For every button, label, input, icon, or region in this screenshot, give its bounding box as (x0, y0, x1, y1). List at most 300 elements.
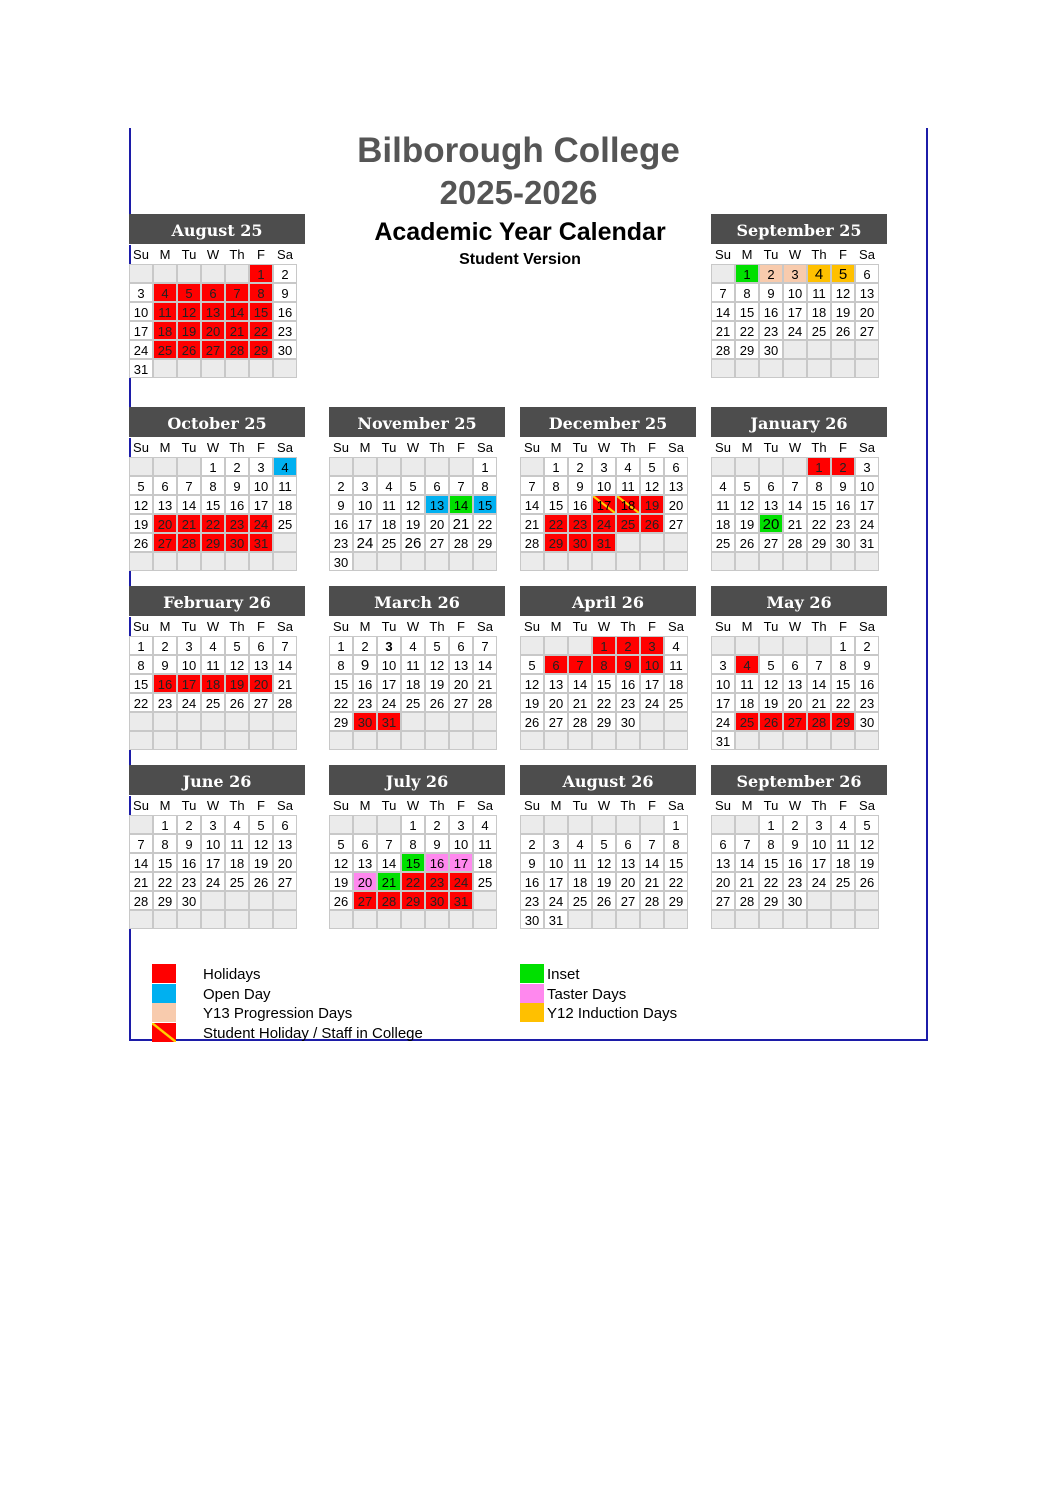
day-cell: 16 (177, 853, 201, 872)
day-cell: 5 (592, 834, 616, 853)
week-row (711, 731, 887, 750)
day-cell: 26 (520, 712, 544, 731)
day-cell: 7 (640, 834, 664, 853)
empty-cell (831, 340, 855, 359)
day-cell: 2 (425, 815, 449, 834)
empty-cell (640, 712, 664, 731)
weekday-label: Sa (859, 619, 875, 634)
weekday-label: F (457, 440, 465, 455)
day-cell: 29 (807, 533, 831, 552)
day-cell: 7 (520, 476, 544, 495)
empty-cell (401, 552, 425, 571)
month-title: January 26 (711, 407, 887, 438)
day-cell: 5 (401, 476, 425, 495)
day-cell: 17 (449, 853, 473, 872)
empty-cell (329, 457, 353, 476)
week-row (711, 910, 887, 929)
month-title: October 25 (129, 407, 305, 438)
week-row (329, 636, 505, 655)
week-row (711, 514, 887, 533)
day-cell: 15 (129, 674, 153, 693)
empty-cell (568, 815, 592, 834)
day-cell: 2 (273, 264, 297, 283)
day-cell: 11 (401, 655, 425, 674)
day-cell: 14 (449, 495, 473, 514)
day-cell: 22 (153, 872, 177, 891)
day-cell: 7 (735, 834, 759, 853)
day-cell: 27 (201, 340, 225, 359)
week-row (520, 495, 696, 514)
empty-cell (616, 533, 640, 552)
empty-cell (544, 636, 568, 655)
empty-cell (783, 457, 807, 476)
day-cell: 16 (520, 872, 544, 891)
weekday-header-row (520, 617, 696, 636)
weekday-label: Sa (277, 247, 293, 262)
day-cell: 19 (640, 495, 664, 514)
day-cell: 22 (807, 514, 831, 533)
empty-cell (735, 359, 759, 378)
weekday-label: Su (715, 619, 731, 634)
day-cell: 29 (201, 533, 225, 552)
week-row (520, 514, 696, 533)
week-row (129, 476, 305, 495)
day-cell: 2 (329, 476, 353, 495)
day-cell: 2 (568, 457, 592, 476)
day-cell: 13 (711, 853, 735, 872)
week-row (129, 655, 305, 674)
empty-cell (855, 910, 879, 929)
week-row (711, 815, 887, 834)
day-cell: 13 (249, 655, 273, 674)
day-cell: 1 (664, 815, 688, 834)
day-cell: 13 (855, 283, 879, 302)
week-row (520, 552, 696, 571)
day-cell: 25 (568, 891, 592, 910)
day-cell: 9 (353, 655, 377, 674)
weekday-label: M (741, 440, 753, 455)
empty-cell (855, 552, 879, 571)
day-cell: 25 (711, 533, 735, 552)
day-cell: 9 (273, 283, 297, 302)
empty-cell (759, 731, 783, 750)
empty-cell (153, 910, 177, 929)
day-cell: 23 (329, 533, 353, 552)
empty-cell (329, 731, 353, 750)
empty-cell (544, 552, 568, 571)
day-cell: 8 (807, 476, 831, 495)
day-cell: 18 (201, 674, 225, 693)
day-cell: 26 (831, 321, 855, 340)
day-cell: 6 (201, 283, 225, 302)
day-cell: 15 (473, 495, 497, 514)
day-cell: 20 (425, 514, 449, 533)
day-cell: 24 (377, 693, 401, 712)
day-cell: 13 (759, 495, 783, 514)
empty-cell (568, 910, 592, 929)
empty-cell (177, 731, 201, 750)
day-cell: 23 (759, 321, 783, 340)
day-cell: 30 (225, 533, 249, 552)
legend-swatch-taster (520, 984, 544, 1003)
legend-swatch-y12 (520, 1003, 544, 1022)
week-row (329, 674, 505, 693)
empty-cell (616, 815, 640, 834)
day-cell: 15 (807, 495, 831, 514)
month-title: August 26 (520, 765, 696, 796)
day-cell: 11 (711, 495, 735, 514)
empty-cell (520, 731, 544, 750)
empty-cell (201, 264, 225, 283)
day-cell: 21 (807, 693, 831, 712)
day-cell: 27 (273, 872, 297, 891)
day-cell: 9 (520, 853, 544, 872)
day-cell: 17 (177, 674, 201, 693)
weekday-label: Su (524, 798, 540, 813)
day-cell: 25 (153, 340, 177, 359)
day-cell: 3 (783, 264, 807, 283)
week-row (711, 283, 887, 302)
day-cell: 13 (425, 495, 449, 514)
day-cell: 20 (249, 674, 273, 693)
day-cell: 11 (616, 476, 640, 495)
day-cell: 8 (759, 834, 783, 853)
day-cell: 20 (616, 872, 640, 891)
weekday-label: Sa (668, 619, 684, 634)
month-january-26 (711, 407, 887, 571)
weekday-label: Th (811, 798, 827, 813)
day-cell: 12 (177, 302, 201, 321)
weekday-label: Sa (477, 440, 493, 455)
day-cell: 7 (377, 834, 401, 853)
day-cell: 17 (711, 693, 735, 712)
weekday-label: Th (620, 619, 636, 634)
day-cell: 4 (735, 655, 759, 674)
weekday-label: F (648, 619, 656, 634)
empty-cell (129, 910, 153, 929)
legend-label-taster: Taster Days (547, 986, 627, 1003)
day-cell: 24 (201, 872, 225, 891)
day-cell: 22 (592, 693, 616, 712)
college-name: Bilborough College (357, 131, 680, 170)
day-cell: 10 (640, 655, 664, 674)
month-title: February 26 (129, 586, 305, 617)
week-row (329, 495, 505, 514)
empty-cell (353, 815, 377, 834)
weekday-label: Th (429, 440, 445, 455)
weekday-label: Tu (572, 619, 588, 634)
empty-cell (807, 359, 831, 378)
day-cell: 16 (153, 674, 177, 693)
day-cell: 8 (544, 476, 568, 495)
empty-cell (759, 457, 783, 476)
day-cell: 5 (425, 636, 449, 655)
day-cell: 29 (153, 891, 177, 910)
day-cell: 12 (401, 495, 425, 514)
day-cell: 6 (855, 264, 879, 283)
day-cell: 6 (544, 655, 568, 674)
day-cell: 19 (592, 872, 616, 891)
week-row (711, 853, 887, 872)
day-cell: 27 (544, 712, 568, 731)
day-cell: 14 (377, 853, 401, 872)
weekday-label: F (257, 247, 265, 262)
day-cell: 14 (735, 853, 759, 872)
day-cell: 22 (129, 693, 153, 712)
week-row (520, 636, 696, 655)
empty-cell (153, 264, 177, 283)
month-title: November 25 (329, 407, 505, 438)
day-cell: 21 (177, 514, 201, 533)
day-cell: 22 (473, 514, 497, 533)
weekday-label: Tu (572, 440, 588, 455)
week-row (329, 552, 505, 571)
day-cell: 29 (759, 891, 783, 910)
day-cell: 16 (353, 674, 377, 693)
day-cell: 17 (592, 495, 616, 514)
day-cell: 8 (249, 283, 273, 302)
day-cell: 13 (273, 834, 297, 853)
empty-cell (353, 731, 377, 750)
week-row (129, 264, 305, 283)
day-cell: 16 (425, 853, 449, 872)
day-cell: 18 (616, 495, 640, 514)
week-row (129, 674, 305, 693)
month-title: March 26 (329, 586, 505, 617)
day-cell: 15 (544, 495, 568, 514)
day-cell: 27 (425, 533, 449, 552)
day-cell: 16 (273, 302, 297, 321)
day-cell: 25 (225, 872, 249, 891)
day-cell: 22 (735, 321, 759, 340)
weekday-label: Su (333, 798, 349, 813)
weekday-label: F (648, 440, 656, 455)
day-cell: 17 (783, 302, 807, 321)
day-cell: 13 (616, 853, 640, 872)
day-cell: 4 (831, 815, 855, 834)
day-cell: 1 (544, 457, 568, 476)
day-cell: 24 (807, 872, 831, 891)
day-cell: 12 (249, 834, 273, 853)
day-cell: 6 (664, 457, 688, 476)
day-cell: 4 (377, 476, 401, 495)
day-cell: 10 (177, 655, 201, 674)
day-cell: 10 (201, 834, 225, 853)
day-cell: 12 (129, 495, 153, 514)
day-cell: 6 (759, 476, 783, 495)
day-cell: 21 (520, 514, 544, 533)
empty-cell (783, 340, 807, 359)
empty-cell (640, 815, 664, 834)
day-cell: 17 (544, 872, 568, 891)
empty-cell (759, 636, 783, 655)
day-cell: 5 (640, 457, 664, 476)
weekday-label: Tu (572, 798, 588, 813)
day-cell: 12 (855, 834, 879, 853)
weekday-label: M (550, 440, 562, 455)
day-cell: 24 (855, 514, 879, 533)
day-cell: 24 (592, 514, 616, 533)
weekday-label: Sa (277, 798, 293, 813)
weekday-label: Th (229, 619, 245, 634)
month-title: July 26 (329, 765, 505, 796)
weekday-header-row (329, 617, 505, 636)
month-july-26 (329, 765, 505, 929)
day-cell: 27 (759, 533, 783, 552)
day-cell: 22 (201, 514, 225, 533)
day-cell: 20 (449, 674, 473, 693)
weekday-label: Tu (763, 247, 779, 262)
day-cell: 11 (273, 476, 297, 495)
empty-cell (177, 359, 201, 378)
day-cell: 26 (592, 891, 616, 910)
empty-cell (759, 359, 783, 378)
day-cell: 19 (249, 853, 273, 872)
day-cell: 25 (273, 514, 297, 533)
day-cell: 15 (249, 302, 273, 321)
week-row (711, 321, 887, 340)
weekday-label: W (206, 619, 220, 634)
day-cell: 1 (807, 457, 831, 476)
week-row (520, 712, 696, 731)
empty-cell (711, 359, 735, 378)
day-cell: 22 (249, 321, 273, 340)
day-cell: 22 (664, 872, 688, 891)
empty-cell (568, 731, 592, 750)
day-cell: 5 (735, 476, 759, 495)
empty-cell (377, 910, 401, 929)
empty-cell (759, 552, 783, 571)
empty-cell (273, 712, 297, 731)
day-cell: 4 (201, 636, 225, 655)
empty-cell (201, 552, 225, 571)
day-cell: 6 (153, 476, 177, 495)
empty-cell (401, 712, 425, 731)
month-title: December 25 (520, 407, 696, 438)
day-cell: 22 (401, 872, 425, 891)
day-cell: 22 (544, 514, 568, 533)
empty-cell (401, 457, 425, 476)
empty-cell (711, 457, 735, 476)
weekday-header-row (711, 438, 887, 457)
week-row (129, 815, 305, 834)
day-cell: 1 (473, 457, 497, 476)
day-cell: 21 (129, 872, 153, 891)
day-cell: 11 (735, 674, 759, 693)
day-cell: 26 (249, 872, 273, 891)
week-row (520, 693, 696, 712)
day-cell: 31 (544, 910, 568, 929)
month-title: June 26 (129, 765, 305, 796)
calendar-subtitle: Student Version (459, 251, 581, 268)
day-cell: 15 (592, 674, 616, 693)
day-cell: 18 (401, 674, 425, 693)
day-cell: 28 (735, 891, 759, 910)
weekday-header-row (329, 796, 505, 815)
empty-cell (831, 359, 855, 378)
weekday-label: Su (524, 440, 540, 455)
week-row (329, 476, 505, 495)
empty-cell (640, 910, 664, 929)
weekday-label: Sa (477, 619, 493, 634)
day-cell: 28 (449, 533, 473, 552)
empty-cell (855, 359, 879, 378)
day-cell: 21 (225, 321, 249, 340)
month-august-25 (129, 214, 305, 378)
day-cell: 10 (353, 495, 377, 514)
weekday-label: Th (620, 798, 636, 813)
day-cell: 24 (129, 340, 153, 359)
day-cell: 27 (855, 321, 879, 340)
day-cell: 23 (225, 514, 249, 533)
day-cell: 21 (711, 321, 735, 340)
empty-cell (273, 910, 297, 929)
day-cell: 3 (855, 457, 879, 476)
month-title: September 26 (711, 765, 887, 796)
legend-swatch-y13 (152, 1003, 176, 1022)
day-cell: 12 (425, 655, 449, 674)
day-cell: 21 (568, 693, 592, 712)
day-cell: 25 (735, 712, 759, 731)
week-row (129, 853, 305, 872)
empty-cell (711, 264, 735, 283)
day-cell: 2 (520, 834, 544, 853)
day-cell: 29 (473, 533, 497, 552)
day-cell: 12 (520, 674, 544, 693)
empty-cell (783, 910, 807, 929)
empty-cell (807, 910, 831, 929)
empty-cell (783, 552, 807, 571)
day-cell: 15 (831, 674, 855, 693)
weekday-label: W (597, 798, 611, 813)
day-cell: 5 (855, 815, 879, 834)
week-row (329, 910, 505, 929)
day-cell: 30 (425, 891, 449, 910)
week-row (520, 731, 696, 750)
weekday-label: Su (133, 247, 149, 262)
day-cell: 12 (329, 853, 353, 872)
day-cell: 30 (783, 891, 807, 910)
day-cell: 2 (225, 457, 249, 476)
month-november-25 (329, 407, 505, 571)
day-cell: 20 (544, 693, 568, 712)
empty-cell (783, 359, 807, 378)
day-cell: 23 (425, 872, 449, 891)
weekday-label: W (788, 798, 802, 813)
weekday-label: W (406, 619, 420, 634)
weekday-label: Tu (181, 619, 197, 634)
day-cell: 1 (759, 815, 783, 834)
weekday-label: Sa (277, 619, 293, 634)
empty-cell (711, 815, 735, 834)
weekday-header-row (129, 617, 305, 636)
weekday-label: M (550, 798, 562, 813)
empty-cell (129, 815, 153, 834)
day-cell: 1 (201, 457, 225, 476)
weekday-label: Su (715, 440, 731, 455)
empty-cell (225, 359, 249, 378)
weekday-label: F (648, 798, 656, 813)
day-cell: 8 (831, 655, 855, 674)
day-cell: 3 (711, 655, 735, 674)
weekday-label: F (839, 247, 847, 262)
day-cell: 13 (153, 495, 177, 514)
day-cell: 28 (783, 533, 807, 552)
day-cell: 18 (735, 693, 759, 712)
empty-cell (377, 731, 401, 750)
empty-cell (401, 731, 425, 750)
day-cell: 26 (329, 891, 353, 910)
